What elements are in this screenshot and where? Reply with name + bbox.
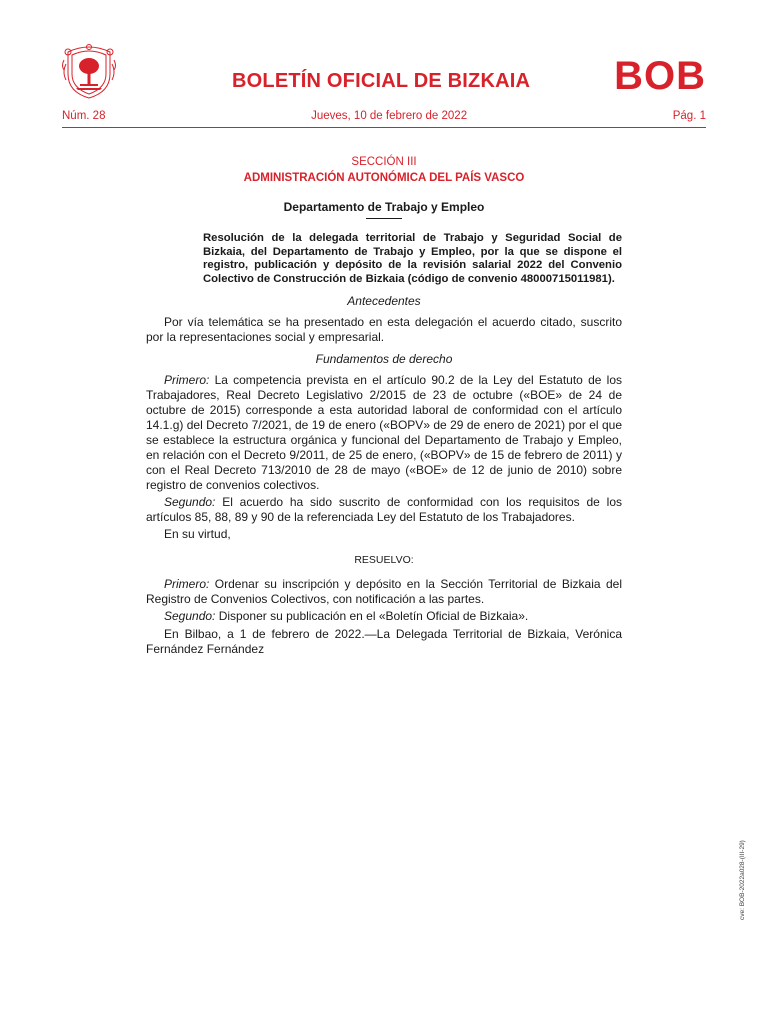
- fundamentos-primero-label: Primero:: [164, 373, 210, 387]
- issue-number: Núm. 28: [62, 110, 106, 122]
- resuelvo-segundo-label: Segundo:: [164, 609, 216, 623]
- department-rule: [366, 218, 402, 219]
- fundamentos-segundo-label: Segundo:: [164, 495, 216, 509]
- bizkaia-coat-of-arms-icon: [62, 44, 116, 100]
- page-number: Pág. 1: [672, 110, 706, 122]
- document-body: [146, 232, 622, 657]
- fundamentos-segundo-text: El acuerdo ha sido suscrito de conformidad con los requisitos de los artículos 85, 88, 89 y 90 de la referenciada Ley del Estatuto de los Trabajadores.: [146, 495, 622, 524]
- section-title: ADMINISTRACIÓN AUTONÓMICA DEL PAÍS VASCO: [243, 172, 525, 184]
- signature: En Bilbao, a 1 de febrero de 2022.—La Delegada Territorial de Bizkaia, Verónica Fernández Fernández: [146, 627, 622, 656]
- en-su-virtud: En su virtud,: [164, 527, 231, 541]
- antecedentes-text: Por vía telemática se ha presentado en esta delegación el acuerdo citado, suscrito por la representaciones social y empresarial.: [146, 315, 622, 344]
- antecedentes-heading: Antecedentes: [347, 294, 421, 308]
- issue-header: [62, 110, 706, 122]
- issue-date: Jueves, 10 de febrero de 2022: [311, 110, 468, 122]
- bob-abbreviation: BOB: [614, 54, 706, 98]
- fundamentos-segundo: [146, 495, 622, 525]
- fundamentos-primero: [146, 373, 622, 493]
- resuelvo-segundo: [146, 609, 622, 624]
- department-name: Departamento de Trabajo y Empleo: [283, 200, 485, 214]
- header-rule: [62, 127, 706, 128]
- resuelvo-primero-label: Primero:: [164, 577, 210, 591]
- fundamentos-primero-text: La competencia prevista en el artículo 90.2 de la Ley del Estatuto de los Trabajadores, Real Decreto Legislativo 2/2015 de 23 de octubre («BOE» de 24 de octubre de 2015) corresponde a esta autoridad laboral de conformidad con el artículo 14.1.g) del Decreto 7/2021, de 19 de enero («BOPV» de 29 de enero de 2021) por el que se establece la estructura orgánica y funcional del Departamento de Trabajo y Empleo, en relación con el Decreto 9/2011, de 25 de enero, («BOPV» de 15 de febrero de 2011) y con el Real Decreto 713/2010 de 28 de mayo («BOE» de 12 de junio de 2010) sobre registro de convenios colectivos.: [146, 373, 622, 492]
- section-label: SECCIÓN III: [351, 156, 417, 168]
- resuelvo-segundo-text: Disponer su publicación en el «Boletín Oficial de Bizkaia».: [215, 609, 529, 623]
- cve-code: cve: BOB-2022a028-(III-29): [739, 840, 746, 920]
- paper-title: BOLETÍN OFICIAL DE BIZKAIA: [232, 70, 531, 92]
- resuelvo-primero: [146, 577, 622, 607]
- resuelvo-primero-text: Ordenar su inscripción y depósito en la Sección Territorial de Bizkaia del Registro de Convenios Colectivos, con notificación a las partes.: [146, 577, 622, 606]
- resuelvo-heading: RESUELVO:: [354, 554, 414, 566]
- resolution-title: Resolución de la delegada territorial de Trabajo y Seguridad Social de Bizkaia, del Departamento de Trabajo y Empleo, por la que se dispone el registro, publicación y depósito de la revisión salarial 2022 del Convenio Colectivo de Construcción de Bizkaia (código de convenio 48000715011981).: [203, 232, 622, 285]
- fundamentos-heading: Fundamentos de derecho: [315, 352, 453, 366]
- section-heading: [146, 156, 622, 184]
